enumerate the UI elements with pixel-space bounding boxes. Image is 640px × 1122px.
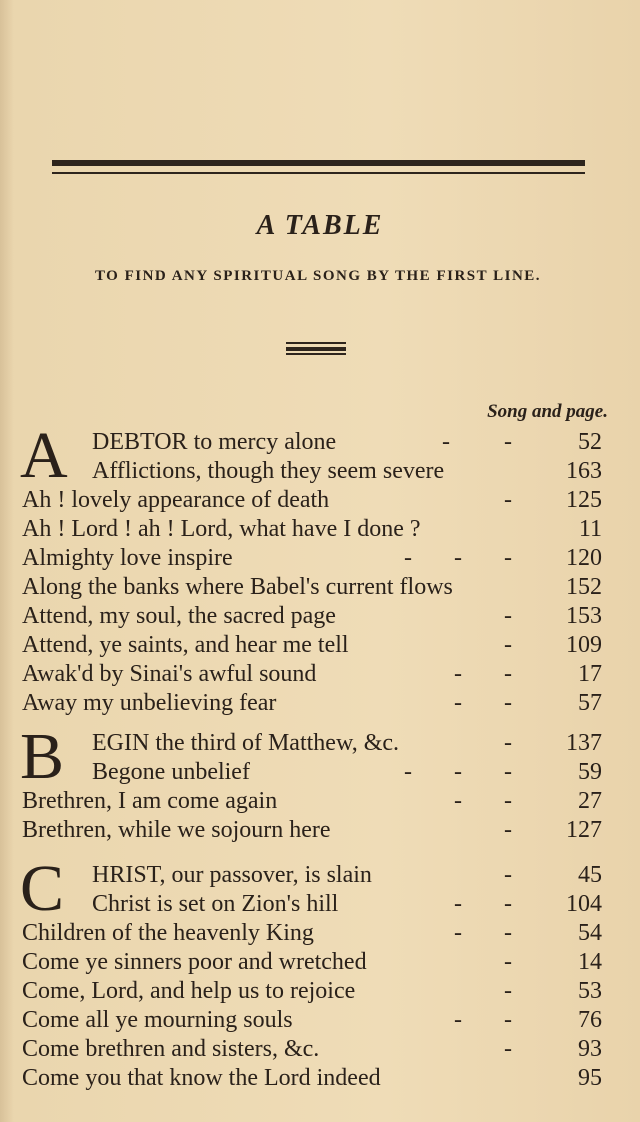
drop-cap: B [20, 720, 65, 793]
index-entry [22, 976, 602, 1006]
page-number: 120 [566, 545, 602, 571]
index-entry [22, 1034, 602, 1064]
index-entry [22, 860, 602, 890]
index-entry [22, 688, 602, 718]
entry-first-line: Come, Lord, and help us to rejoice [22, 978, 356, 1004]
leader-dashes: - [504, 862, 512, 888]
index-entry [22, 757, 602, 787]
page-number: 137 [566, 730, 602, 756]
leader-dashes: - [504, 487, 512, 513]
leader-dashes: - - [454, 661, 512, 687]
entry-first-line: Awak'd by Sinai's awful sound [22, 661, 317, 687]
page-number: 14 [578, 949, 602, 975]
index-entry [22, 1005, 602, 1035]
entry-first-line: Come you that know the Lord indeed [22, 1065, 381, 1091]
index-entry [22, 485, 602, 515]
leader-dashes: - - [454, 920, 512, 946]
entry-first-line: Attend, ye saints, and hear me tell [22, 632, 349, 658]
page-number: 127 [566, 817, 602, 843]
page-number: 163 [566, 458, 602, 484]
entry-first-line: Begone unbelief [92, 759, 250, 785]
page-number: 76 [578, 1007, 602, 1033]
page-title: A TABLE [256, 210, 384, 241]
index-entry [22, 947, 602, 977]
entry-first-line: Brethren, while we sojourn here [22, 817, 331, 843]
index-entry [22, 786, 602, 816]
entry-first-line: Christ is set on Zion's hill [92, 891, 339, 917]
index-entry [22, 1063, 602, 1093]
column-header: Song and page. [487, 401, 608, 422]
page-number: 53 [578, 978, 602, 1004]
page-number: 54 [578, 920, 602, 946]
leader-dashes: - - [442, 429, 512, 455]
index-entry [22, 456, 602, 486]
entry-first-line: Come brethren and sisters, &c. [22, 1036, 320, 1062]
entry-first-line: Come all ye mourning souls [22, 1007, 293, 1033]
index-entry [22, 659, 602, 689]
leader-dashes: - [504, 1036, 512, 1062]
entry-first-line: Afflictions, though they seem severe [92, 458, 445, 484]
page-number: 27 [578, 788, 602, 814]
page-number: 109 [566, 632, 602, 658]
index-entry [22, 427, 602, 457]
index-entry [22, 543, 602, 573]
page-number: 152 [566, 574, 602, 600]
entry-first-line: DEBTOR to mercy alone [92, 429, 337, 455]
leader-dashes: - - [454, 690, 512, 716]
entry-first-line: Come ye sinners poor and wretched [22, 949, 367, 975]
leader-dashes: - - - [404, 545, 512, 571]
index-entry [22, 514, 602, 544]
leader-dashes: - - [454, 1007, 512, 1033]
entry-first-line: Children of the heavenly King [22, 920, 314, 946]
entry-first-line: Ah ! lovely appearance of death [22, 487, 330, 513]
entry-first-line: Attend, my soul, the sacred page [22, 603, 336, 629]
entry-first-line: HRIST, our passover, is slain [92, 862, 372, 888]
entry-first-line: Ah ! Lord ! ah ! Lord, what have I done ? [22, 516, 421, 542]
index-entry [22, 918, 602, 948]
entry-first-line: Along the banks where Babel's current flows [22, 574, 453, 600]
page-number: 59 [578, 759, 602, 785]
leader-dashes: - [504, 730, 512, 756]
leader-dashes: - [504, 632, 512, 658]
page-number: 93 [578, 1036, 602, 1062]
entry-first-line: Almighty love inspire [22, 545, 233, 571]
page-number: 153 [566, 603, 602, 629]
entry-first-line: EGIN the third of Matthew, &c. [92, 730, 400, 756]
index-entry [22, 815, 602, 845]
page-number: 11 [578, 516, 602, 542]
page-number: 57 [578, 690, 602, 716]
index-entry [22, 572, 602, 602]
leader-dashes: - [504, 817, 512, 843]
leader-dashes: - - [454, 788, 512, 814]
drop-cap: A [20, 419, 68, 492]
leader-dashes: - - [454, 891, 512, 917]
index-entry [22, 889, 602, 919]
leader-dashes: - - - [404, 759, 512, 785]
index-entry [22, 728, 602, 758]
page-number: 45 [578, 862, 602, 888]
page-number: 95 [578, 1065, 602, 1091]
index-entry [22, 630, 602, 660]
page-subtitle: TO FIND ANY SPIRITUAL SONG BY THE FIRST LINE. [94, 268, 542, 284]
page-number: 125 [566, 487, 602, 513]
page-number: 52 [578, 429, 602, 455]
leader-dashes: - [504, 978, 512, 1004]
leader-dashes: - [504, 949, 512, 975]
page-number: 104 [566, 891, 602, 917]
entry-first-line: Brethren, I am come again [22, 788, 278, 814]
leader-dashes: - [504, 603, 512, 629]
index-entry [22, 601, 602, 631]
page-number: 17 [578, 661, 602, 687]
entry-first-line: Away my unbelieving fear [22, 690, 277, 716]
drop-cap: C [20, 852, 65, 925]
